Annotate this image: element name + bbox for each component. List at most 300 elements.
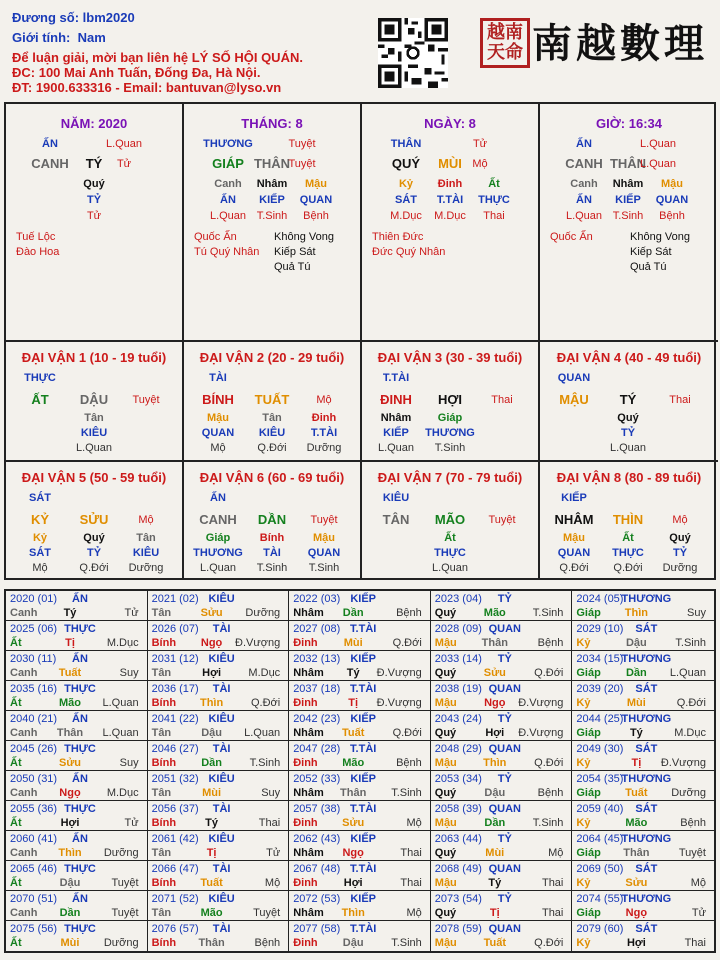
year-stem: Mậu [434, 817, 457, 829]
year-star: KIÊU [208, 833, 235, 845]
year-star: T.TÀI [350, 803, 377, 815]
year-stem: Giáp [576, 907, 601, 919]
year-star: KIÊU [208, 893, 235, 905]
year-stage: Q.Đới [534, 937, 564, 949]
hidden-stage: L.Quan [565, 210, 603, 222]
dai-van-branch: MÃO [434, 512, 466, 527]
year-branch: Mùi [202, 787, 222, 799]
year-branch: Ngọ [484, 697, 506, 709]
year-stage: T.Sinh [249, 757, 281, 769]
year-label: 2049 (30) [576, 743, 624, 755]
hidden-stage: Q.Đới [257, 442, 287, 454]
year-label: 2066 (47) [151, 863, 199, 875]
year-cell [289, 891, 431, 920]
year-stage: Thai [684, 937, 706, 949]
year-label: 2056 (37) [151, 803, 199, 815]
year-label: 2022 (03) [293, 593, 341, 605]
year-star: QUAN [488, 803, 521, 815]
hidden-stem: Tân [262, 412, 282, 424]
pillar-title: NGÀY: 8 [424, 116, 476, 131]
year-stem: Giáp [576, 607, 601, 619]
year-branch: Tuất [625, 787, 648, 799]
hidden-star: QUAN [201, 427, 235, 439]
year-label: 2073 (54) [434, 893, 482, 905]
dai-van-cell [184, 342, 362, 462]
year-stem: Mậu [434, 937, 457, 949]
pillar-stem-star: L.Quan [105, 138, 143, 150]
pillar-title: GIỜ: 16:34 [595, 116, 662, 131]
year-branch: Thìn [58, 847, 82, 859]
year-stem: Kỷ [576, 817, 591, 829]
year-cell [572, 771, 714, 800]
year-cell [572, 591, 714, 620]
year-label: 2042 (23) [293, 713, 341, 725]
year-stem: Quý [434, 607, 457, 619]
dai-van-stem: MẬU [559, 392, 589, 407]
year-branch: Ngọ [59, 787, 81, 799]
year-star: KIẾP [350, 893, 377, 905]
year-cell [431, 681, 573, 710]
year-stem: Đinh [293, 817, 318, 829]
year-stage: Đ.Vượng [235, 637, 281, 649]
year-label: 2069 (50) [576, 863, 624, 875]
year-cell [6, 831, 148, 860]
year-star: THỰC [64, 863, 96, 875]
dai-van-title: ĐẠI VẬN 1 (10 - 19 tuổi) [21, 350, 167, 365]
year-branch: Mùi [485, 847, 505, 859]
pillar-top-star: ẤN [42, 138, 58, 150]
hidden-stage: L.Quan [75, 442, 113, 454]
year-branch: Dần [201, 757, 222, 769]
hidden-star: T.TÀI [436, 194, 464, 206]
shen-sha-note: Quốc Ấn [194, 231, 237, 243]
hidden-star: TÀI [263, 547, 281, 559]
year-cell [572, 891, 714, 920]
year-star: ẤN [72, 713, 88, 725]
year-cell [289, 861, 431, 890]
year-star: SÁT [635, 683, 658, 695]
shen-sha-note: Không Vong [630, 231, 690, 243]
seal-stamp: 越南天命 [480, 18, 530, 68]
year-label: 2071 (52) [151, 893, 199, 905]
year-label: 2029 (10) [576, 623, 624, 635]
year-stage: T.Sinh [675, 637, 706, 649]
year-branch: Hợi [485, 727, 505, 739]
year-stage: Tử [691, 907, 706, 919]
shen-sha-note: Thiên Đức [372, 231, 424, 243]
hidden-stem: Giáp [205, 532, 231, 544]
year-star: KIẾP [350, 833, 377, 845]
pillar-cell [540, 104, 718, 342]
year-cell [6, 651, 148, 680]
hidden-stage: Dưỡng [128, 562, 164, 574]
year-star: THỰC [64, 743, 96, 755]
year-branch: Mão [200, 907, 223, 919]
year-cell [289, 921, 431, 951]
year-stem: Mậu [434, 877, 457, 889]
year-stem: Tân [151, 607, 172, 619]
hidden-star: KIÊU [132, 547, 160, 559]
pillar-title: THÁNG: 8 [241, 116, 303, 131]
year-stem: Đinh [293, 877, 318, 889]
year-branch: Tuất [58, 667, 82, 679]
year-branch: Mão [59, 697, 81, 709]
year-row [6, 891, 714, 921]
year-cell [6, 891, 148, 920]
dai-van-top-star: QUAN [557, 372, 591, 384]
year-branch: Tuất [483, 937, 506, 949]
pillar-stage: Tuyệt [288, 158, 316, 170]
year-branch: Thìn [341, 907, 365, 919]
year-stage: Tuyệt [253, 907, 281, 919]
year-branch: Sửu [342, 817, 365, 829]
year-stage: Thai [400, 877, 422, 889]
year-cell [572, 831, 714, 860]
year-cell [572, 621, 714, 650]
year-cell [289, 681, 431, 710]
dai-van-branch: HỢI [437, 392, 463, 407]
year-star: TÀI [212, 623, 231, 635]
year-stem: Kỷ [576, 697, 591, 709]
year-cell [431, 771, 573, 800]
year-cell [148, 681, 290, 710]
year-cell [431, 891, 573, 920]
dai-van-cell [362, 342, 540, 462]
year-stem: Canh [10, 907, 38, 919]
hidden-stem: Đinh [437, 178, 463, 190]
year-stage: Bệnh [680, 817, 706, 829]
shen-sha-note: Quả Tú [274, 261, 311, 273]
year-cell [289, 741, 431, 770]
year-branch: Mão [483, 607, 506, 619]
year-stage: Mộ [406, 907, 422, 919]
year-star: KIÊU [208, 593, 235, 605]
year-label: 2034 (15) [576, 653, 624, 665]
year-stem: Quý [434, 847, 457, 859]
year-label: 2023 (04) [434, 593, 482, 605]
year-cell [6, 861, 148, 890]
year-stage: Mộ [406, 817, 422, 829]
year-stem: Ất [10, 637, 22, 649]
hidden-star: THỰC [478, 194, 510, 206]
year-stem: Ất [10, 817, 22, 829]
year-star: QUAN [488, 683, 521, 695]
dai-van-stage: Tuyệt [488, 514, 516, 526]
year-row [6, 831, 714, 861]
contact-line: Để luận giải, mời bạn liên hệ LÝ SỐ HỘI QUÁN. [12, 50, 303, 65]
year-cell [289, 621, 431, 650]
dai-van-title: ĐẠI VẬN 3 (30 - 39 tuổi) [377, 350, 523, 365]
dai-van-cell [6, 342, 184, 462]
hidden-stage: Bệnh [659, 210, 685, 222]
hidden-stage: T.Sinh [256, 210, 288, 222]
year-branch: Mão [625, 817, 648, 829]
dai-van-stage: Tuyệt [132, 394, 160, 406]
hidden-stem: Mậu [661, 178, 683, 190]
year-stem: Nhâm [293, 907, 324, 919]
year-label: 2057 (38) [293, 803, 341, 815]
hidden-stem: Mậu [313, 532, 335, 544]
year-stem: Canh [10, 787, 38, 799]
year-stage: Thai [400, 847, 422, 859]
hidden-stem: Canh [214, 178, 242, 190]
year-star: KIẾP [350, 653, 377, 665]
year-stem: Bính [151, 817, 177, 829]
year-star: ẤN [72, 593, 88, 605]
year-label: 2050 (31) [10, 773, 58, 785]
hidden-star: SÁT [395, 194, 417, 206]
year-star: SÁT [635, 803, 658, 815]
hidden-star: KIẾP [383, 427, 409, 439]
hidden-star: QUAN [307, 547, 341, 559]
year-stem: Bính [151, 637, 177, 649]
dai-van-title: ĐẠI VẬN 2 (20 - 29 tuổi) [199, 350, 345, 365]
year-star: QUAN [488, 923, 521, 935]
year-branch: Thìn [199, 697, 224, 709]
hidden-star: THƯƠNG [193, 547, 243, 559]
year-star: SÁT [635, 863, 658, 875]
hidden-stem: Mậu [207, 412, 229, 424]
year-stage: Bệnh [396, 757, 422, 769]
pillar-title: NĂM: 2020 [60, 116, 128, 131]
year-cell [148, 801, 290, 830]
year-cell [6, 591, 148, 620]
shen-sha-note: Đức Quý Nhân [372, 246, 446, 258]
year-row [6, 681, 714, 711]
year-branch: Dậu [484, 787, 506, 799]
year-cell [148, 831, 290, 860]
year-star: THƯƠNG [621, 893, 672, 905]
hidden-stage: Dưỡng [662, 562, 698, 574]
hidden-stage: L.Quan [431, 562, 469, 574]
dai-van-cell [362, 462, 540, 580]
year-cell [572, 711, 714, 740]
year-cell [289, 801, 431, 830]
pillar-branch: THÂN [253, 156, 291, 171]
year-stage: Bệnh [537, 787, 564, 799]
year-branch: Thân [340, 787, 367, 799]
dai-van-top-star: KIÊU [382, 492, 410, 504]
hidden-stem: Kỷ [398, 178, 414, 190]
dai-van-branch: TUẤT [254, 392, 290, 407]
dai-van-title: ĐẠI VẬN 6 (60 - 69 tuổi) [199, 470, 345, 485]
hidden-star: ẤN [220, 194, 236, 206]
year-label: 2021 (02) [151, 593, 199, 605]
year-stem: Nhâm [293, 727, 324, 739]
hidden-stage: M.Dục [434, 210, 466, 222]
year-branch: Ngọ [625, 907, 648, 919]
shen-sha-note: Tuế Lộc [16, 231, 56, 243]
year-star: TỶ [497, 713, 512, 725]
dai-van-branch: TÝ [619, 392, 637, 407]
year-branch: Thân [198, 937, 225, 949]
year-stage: Tử [266, 847, 281, 859]
hidden-star: QUAN [655, 194, 689, 206]
year-stem: Nhâm [293, 787, 324, 799]
dai-van-cell [540, 462, 718, 580]
year-cell [572, 681, 714, 710]
hidden-stage: Q.Đới [559, 562, 589, 574]
year-cell [6, 771, 148, 800]
pillar-stem: CANH [565, 156, 603, 171]
year-stage: Q.Đới [250, 697, 281, 709]
year-stem: Nhâm [293, 667, 324, 679]
year-label: 2032 (13) [293, 653, 341, 665]
hidden-stage: L.Quan [377, 442, 415, 454]
hidden-stem: Bính [259, 532, 285, 544]
year-stem: Tân [151, 847, 172, 859]
year-cell [148, 621, 290, 650]
year-stem: Tân [151, 727, 172, 739]
hidden-stem: Đinh [311, 412, 337, 424]
year-branch: Thìn [483, 757, 507, 769]
dai-van-cell [184, 462, 362, 580]
year-cell [431, 921, 573, 951]
year-stem: Nhâm [293, 607, 324, 619]
hidden-stage: M.Dục [390, 210, 422, 222]
pillar-stage: L.Quan [639, 158, 677, 170]
year-label: 2024 (05) [576, 593, 624, 605]
year-cell [431, 741, 573, 770]
year-star: T.TÀI [350, 623, 377, 635]
hidden-stage: Q.Đới [613, 562, 643, 574]
phone-email-line: ĐT: 1900.633316 - Email: bantuvan@lyso.vn [12, 80, 282, 95]
hidden-stage: Mộ [32, 562, 48, 574]
hidden-star: T.TÀI [310, 427, 338, 439]
year-cell [148, 891, 290, 920]
hidden-star: ẤN [576, 194, 592, 206]
hidden-star: QUAN [299, 194, 333, 206]
year-label: 2060 (41) [10, 833, 58, 845]
year-star: T.TÀI [350, 863, 377, 875]
year-star: THƯƠNG [621, 653, 672, 665]
year-stem: Tân [151, 667, 172, 679]
year-cell [572, 741, 714, 770]
hidden-stem: Mậu [305, 178, 327, 190]
year-label: 2068 (49) [434, 863, 482, 875]
year-star: ẤN [72, 773, 88, 785]
dai-van-stem: NHÂM [554, 512, 594, 527]
year-stem: Đinh [293, 697, 318, 709]
pillar-cell [362, 104, 540, 342]
year-stem: Tân [151, 907, 172, 919]
year-stage: Mộ [548, 847, 564, 859]
hidden-stem: Kỷ [32, 532, 48, 544]
year-stage: Thai [541, 877, 564, 889]
yearly-luck-table [4, 589, 716, 953]
year-stage: Dưỡng [245, 607, 281, 619]
year-branch: Tý [346, 667, 360, 679]
year-star: SÁT [635, 923, 658, 935]
year-label: 2078 (59) [434, 923, 482, 935]
year-branch: Dần [625, 667, 647, 679]
year-row [6, 771, 714, 801]
year-label: 2044 (25) [576, 713, 624, 725]
year-label: 2054 (35) [576, 773, 624, 785]
year-star: THƯƠNG [621, 593, 672, 605]
year-branch: Mão [342, 757, 365, 769]
pillar-stem-star: Tử [472, 138, 488, 150]
year-stem: Giáp [576, 787, 601, 799]
chart-grid [4, 102, 716, 580]
year-star: SÁT [635, 623, 658, 635]
year-label: 2055 (36) [10, 803, 58, 815]
year-label: 2039 (20) [576, 683, 624, 695]
year-stem: Mậu [434, 757, 457, 769]
dai-van-top-star: SÁT [29, 492, 51, 504]
year-branch: Tý [488, 877, 502, 889]
year-row [6, 621, 714, 651]
year-star: QUAN [488, 623, 521, 635]
year-label: 2027 (08) [293, 623, 341, 635]
hidden-star: TỶ [672, 547, 688, 559]
year-stem: Bính [151, 937, 177, 949]
year-stage: T.Sinh [532, 607, 564, 619]
dai-van-top-star: TÀI [209, 372, 227, 384]
year-label: 2065 (46) [10, 863, 58, 875]
year-star: TỶ [497, 593, 512, 605]
year-stage: Dưỡng [103, 937, 139, 949]
year-stage: M.Dục [248, 667, 281, 679]
year-stage: Mộ [264, 877, 281, 889]
year-stage: Bệnh [537, 637, 564, 649]
hidden-stage: Q.Đới [79, 562, 109, 574]
year-branch: Ngọ [200, 637, 223, 649]
dai-van-stem: ẤT [31, 392, 49, 407]
year-cell [289, 591, 431, 620]
year-star: TỶ [497, 653, 512, 665]
hidden-stem: Quý [83, 178, 105, 190]
year-branch: Dậu [201, 727, 222, 739]
year-cell [6, 711, 148, 740]
pillar-cell [184, 104, 362, 342]
dai-van-stage: Mộ [672, 514, 688, 526]
hidden-star: KIẾP [259, 194, 285, 206]
year-cell [148, 651, 290, 680]
year-stage: L.Quan [244, 727, 281, 739]
year-cell [6, 621, 148, 650]
year-cell [572, 861, 714, 890]
year-label: 2053 (34) [434, 773, 482, 785]
year-cell [431, 831, 573, 860]
shen-sha-note: Quốc Ấn [550, 231, 593, 243]
year-star: KIÊU [208, 653, 235, 665]
year-cell [572, 801, 714, 830]
year-star: T.TÀI [350, 743, 377, 755]
year-row [6, 861, 714, 891]
year-stem: Nhâm [293, 847, 324, 859]
year-label: 2028 (09) [434, 623, 482, 635]
year-branch: Tị [489, 907, 500, 919]
year-cell [431, 621, 573, 650]
year-branch: Mùi [60, 937, 80, 949]
hidden-stem: Mậu [563, 532, 585, 544]
hidden-stem: Nhâm [380, 412, 412, 424]
hidden-stage: L.Quan [609, 442, 647, 454]
year-branch: Dần [484, 817, 506, 829]
year-cell [148, 711, 290, 740]
year-stage: Đ.Vượng [376, 697, 422, 709]
year-stem: Canh [10, 667, 38, 679]
year-cell [572, 921, 714, 951]
year-star: THỰC [64, 923, 96, 935]
year-stem: Tân [151, 787, 172, 799]
year-stage: Đ.Vượng [376, 667, 422, 679]
year-stage: Đ.Vượng [518, 727, 564, 739]
year-cell [431, 801, 573, 830]
hidden-stage: T.Sinh [308, 562, 340, 574]
year-star: TỶ [497, 833, 512, 845]
